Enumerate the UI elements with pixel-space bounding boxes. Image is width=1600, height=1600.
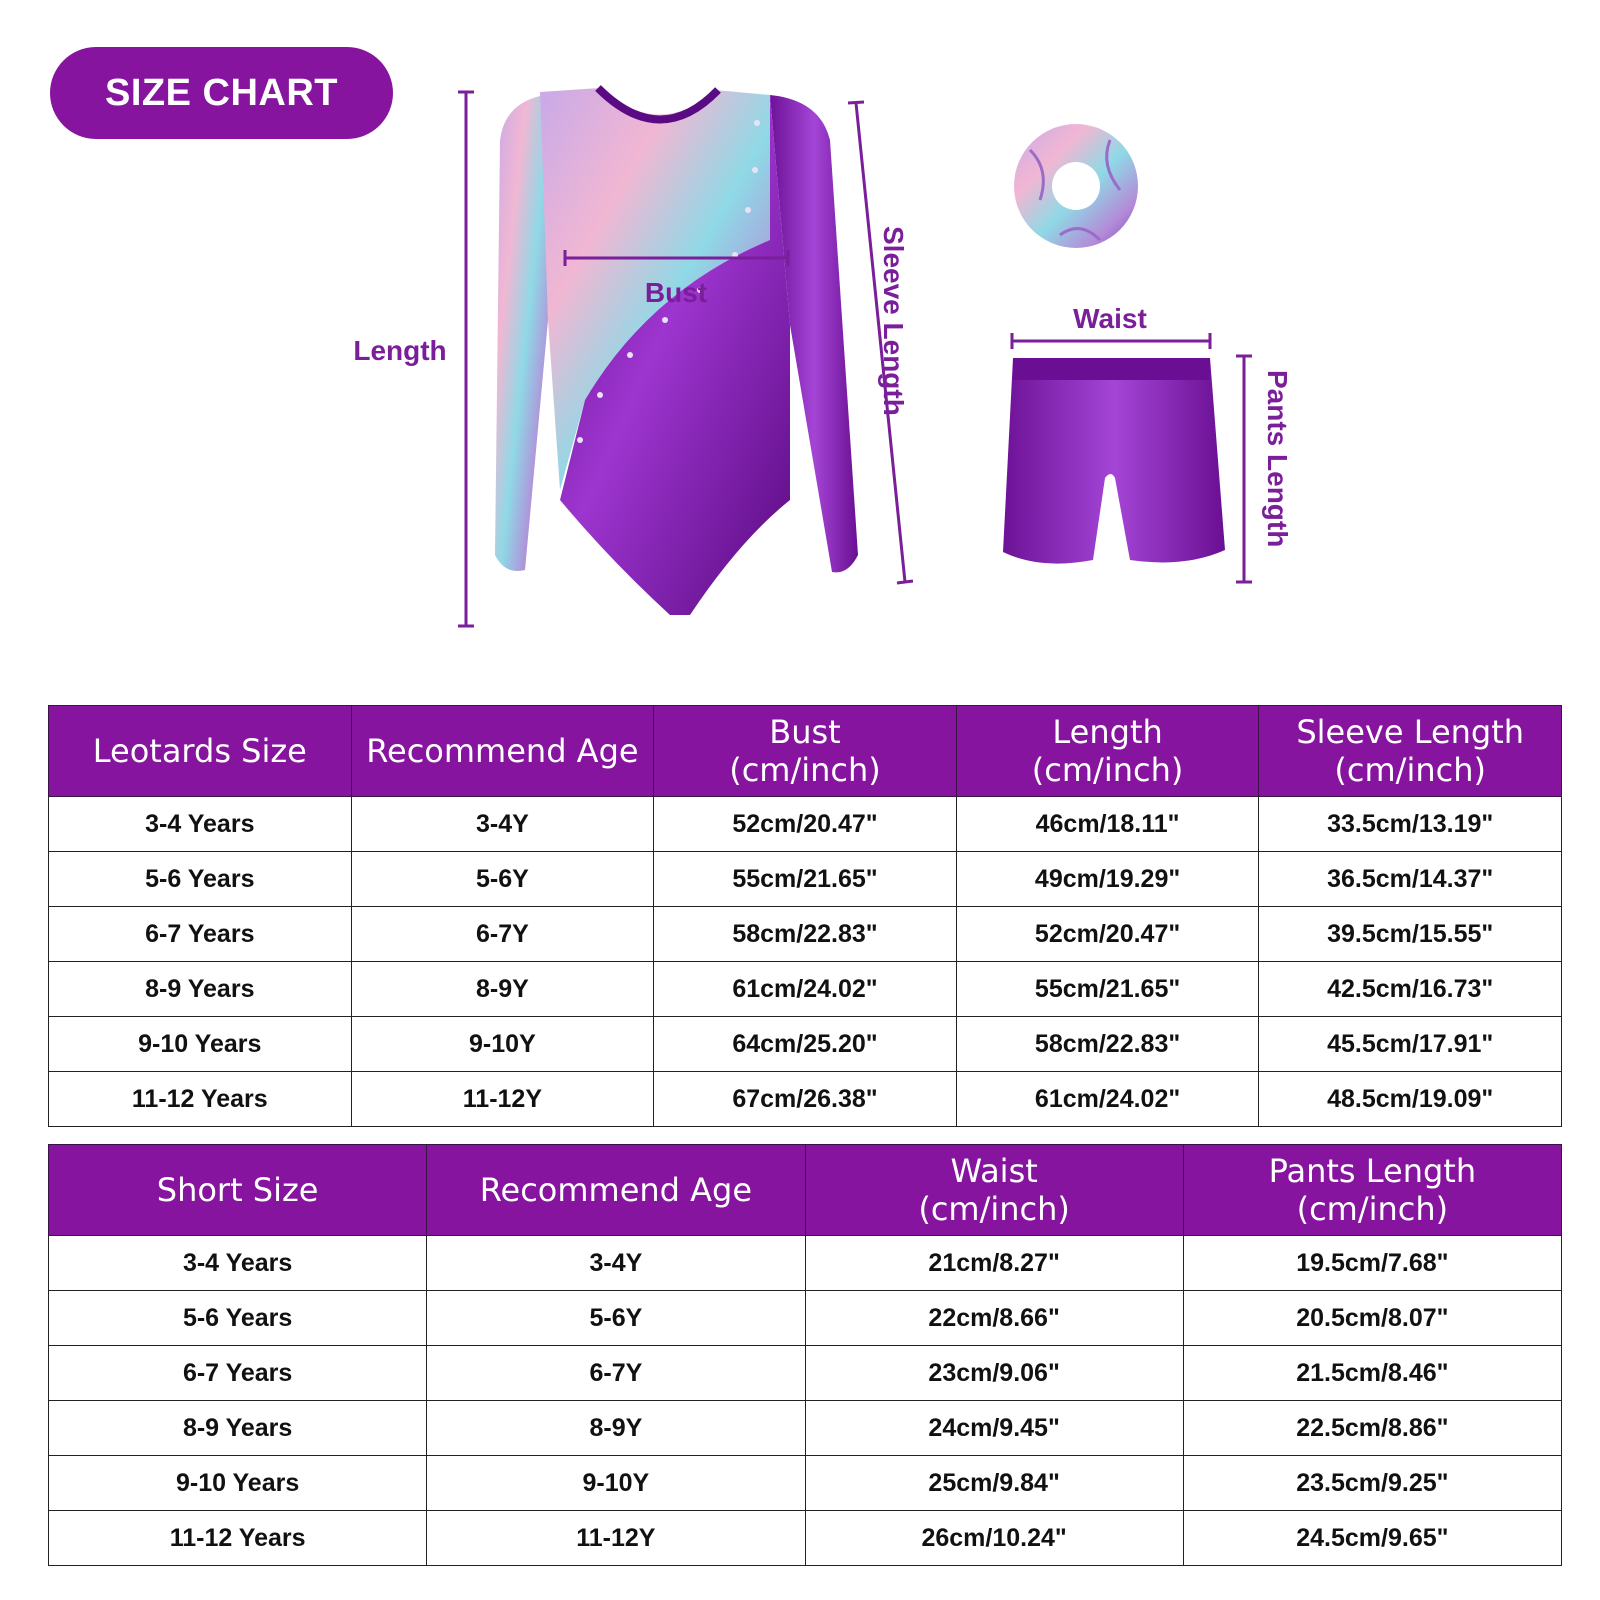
pants-length-indicator bbox=[1236, 356, 1252, 582]
length-label: Length bbox=[353, 335, 447, 366]
table-cell: 55cm/21.65" bbox=[956, 962, 1259, 1017]
table-row bbox=[49, 1291, 1562, 1346]
table-cell: 5-6 Years bbox=[49, 1291, 427, 1346]
table-row bbox=[49, 1456, 1562, 1511]
table-cell: 61cm/24.02" bbox=[654, 962, 957, 1017]
table-row bbox=[49, 1346, 1562, 1401]
table-cell: 9-10Y bbox=[351, 1017, 654, 1072]
table-cell: 8-9Y bbox=[351, 962, 654, 1017]
table-row bbox=[49, 962, 1562, 1017]
table-cell: 5-6Y bbox=[427, 1291, 805, 1346]
shorts-size-table bbox=[48, 1144, 1562, 1566]
table-cell: 49cm/19.29" bbox=[956, 852, 1259, 907]
table-row bbox=[49, 1401, 1562, 1456]
table-cell: 24.5cm/9.65" bbox=[1183, 1511, 1561, 1566]
table-row bbox=[49, 1072, 1562, 1127]
table-row bbox=[49, 1017, 1562, 1072]
length-indicator bbox=[458, 92, 474, 626]
table-cell: 48.5cm/19.09" bbox=[1259, 1072, 1562, 1127]
table-row bbox=[49, 1511, 1562, 1566]
header-bust: Bust (cm/inch) bbox=[654, 706, 957, 797]
table-cell: 22cm/8.66" bbox=[805, 1291, 1183, 1346]
table-cell: 58cm/22.83" bbox=[956, 1017, 1259, 1072]
table-cell: 42.5cm/16.73" bbox=[1259, 962, 1562, 1017]
leotard-left-sleeve bbox=[495, 95, 548, 571]
table-cell: 6-7 Years bbox=[49, 907, 352, 962]
table-cell: 6-7Y bbox=[351, 907, 654, 962]
table-cell: 8-9 Years bbox=[49, 962, 352, 1017]
table-cell: 20.5cm/8.07" bbox=[1183, 1291, 1561, 1346]
table-cell: 8-9Y bbox=[427, 1401, 805, 1456]
table-cell: 3-4Y bbox=[427, 1236, 805, 1291]
table-cell: 11-12Y bbox=[351, 1072, 654, 1127]
header-recommend-age: Recommend Age bbox=[427, 1145, 805, 1236]
table-cell: 67cm/26.38" bbox=[654, 1072, 957, 1127]
size-chart-title: SIZE CHART bbox=[50, 47, 393, 139]
table-header-row bbox=[49, 1145, 1562, 1236]
table-cell: 24cm/9.45" bbox=[805, 1401, 1183, 1456]
table-cell: 11-12Y bbox=[427, 1511, 805, 1566]
table-cell: 23.5cm/9.25" bbox=[1183, 1456, 1561, 1511]
table-cell: 25cm/9.84" bbox=[805, 1456, 1183, 1511]
table-cell: 6-7Y bbox=[427, 1346, 805, 1401]
pants-length-label: Pants Length bbox=[1262, 370, 1293, 548]
header-sleeve-length: Sleeve Length (cm/inch) bbox=[1259, 706, 1562, 797]
table-cell: 9-10 Years bbox=[49, 1017, 352, 1072]
table-cell: 5-6 Years bbox=[49, 852, 352, 907]
header-waist: Waist (cm/inch) bbox=[805, 1145, 1183, 1236]
table-cell: 46cm/18.11" bbox=[956, 797, 1259, 852]
leotards-size-table bbox=[48, 705, 1562, 1127]
table-cell: 21cm/8.27" bbox=[805, 1236, 1183, 1291]
table-cell: 61cm/24.02" bbox=[956, 1072, 1259, 1127]
table-cell: 58cm/22.83" bbox=[654, 907, 957, 962]
table-cell: 21.5cm/8.46" bbox=[1183, 1346, 1561, 1401]
table-cell: 33.5cm/13.19" bbox=[1259, 797, 1562, 852]
table-cell: 9-10Y bbox=[427, 1456, 805, 1511]
garment-illustration bbox=[0, 0, 1600, 680]
table-cell: 55cm/21.65" bbox=[654, 852, 957, 907]
header-short-size: Short Size bbox=[49, 1145, 427, 1236]
table-cell: 52cm/20.47" bbox=[956, 907, 1259, 962]
table-row bbox=[49, 797, 1562, 852]
header-pants-length: Pants Length (cm/inch) bbox=[1183, 1145, 1561, 1236]
table-cell: 52cm/20.47" bbox=[654, 797, 957, 852]
leotard-figure bbox=[495, 88, 858, 615]
table-cell: 5-6Y bbox=[351, 852, 654, 907]
table-cell: 11-12 Years bbox=[49, 1072, 352, 1127]
waist-label: Waist bbox=[1073, 303, 1147, 334]
table-cell: 9-10 Years bbox=[49, 1456, 427, 1511]
table-header-row bbox=[49, 706, 1562, 797]
waist-indicator bbox=[1012, 333, 1210, 349]
header-length: Length (cm/inch) bbox=[956, 706, 1259, 797]
table-cell: 23cm/9.06" bbox=[805, 1346, 1183, 1401]
table-row bbox=[49, 907, 1562, 962]
table-cell: 39.5cm/15.55" bbox=[1259, 907, 1562, 962]
table-cell: 3-4 Years bbox=[49, 797, 352, 852]
table-cell: 19.5cm/7.68" bbox=[1183, 1236, 1561, 1291]
table-row bbox=[49, 852, 1562, 907]
table-cell: 8-9 Years bbox=[49, 1401, 427, 1456]
table-cell: 45.5cm/17.91" bbox=[1259, 1017, 1562, 1072]
table-cell: 6-7 Years bbox=[49, 1346, 427, 1401]
table-cell: 64cm/25.20" bbox=[654, 1017, 957, 1072]
sleeve-length-label: Sleeve Length bbox=[878, 226, 909, 416]
table-cell: 26cm/10.24" bbox=[805, 1511, 1183, 1566]
table-cell: 3-4Y bbox=[351, 797, 654, 852]
bust-label: Bust bbox=[644, 277, 708, 308]
table-cell: 22.5cm/8.86" bbox=[1183, 1401, 1561, 1456]
header-recommend-age: Recommend Age bbox=[351, 706, 654, 797]
table-cell: 36.5cm/14.37" bbox=[1259, 852, 1562, 907]
scrunchie bbox=[1014, 124, 1138, 248]
header-leotards-size: Leotards Size bbox=[49, 706, 352, 797]
table-cell: 3-4 Years bbox=[49, 1236, 427, 1291]
table-cell: 11-12 Years bbox=[49, 1511, 427, 1566]
table-row bbox=[49, 1236, 1562, 1291]
shorts-figure bbox=[1003, 358, 1225, 564]
